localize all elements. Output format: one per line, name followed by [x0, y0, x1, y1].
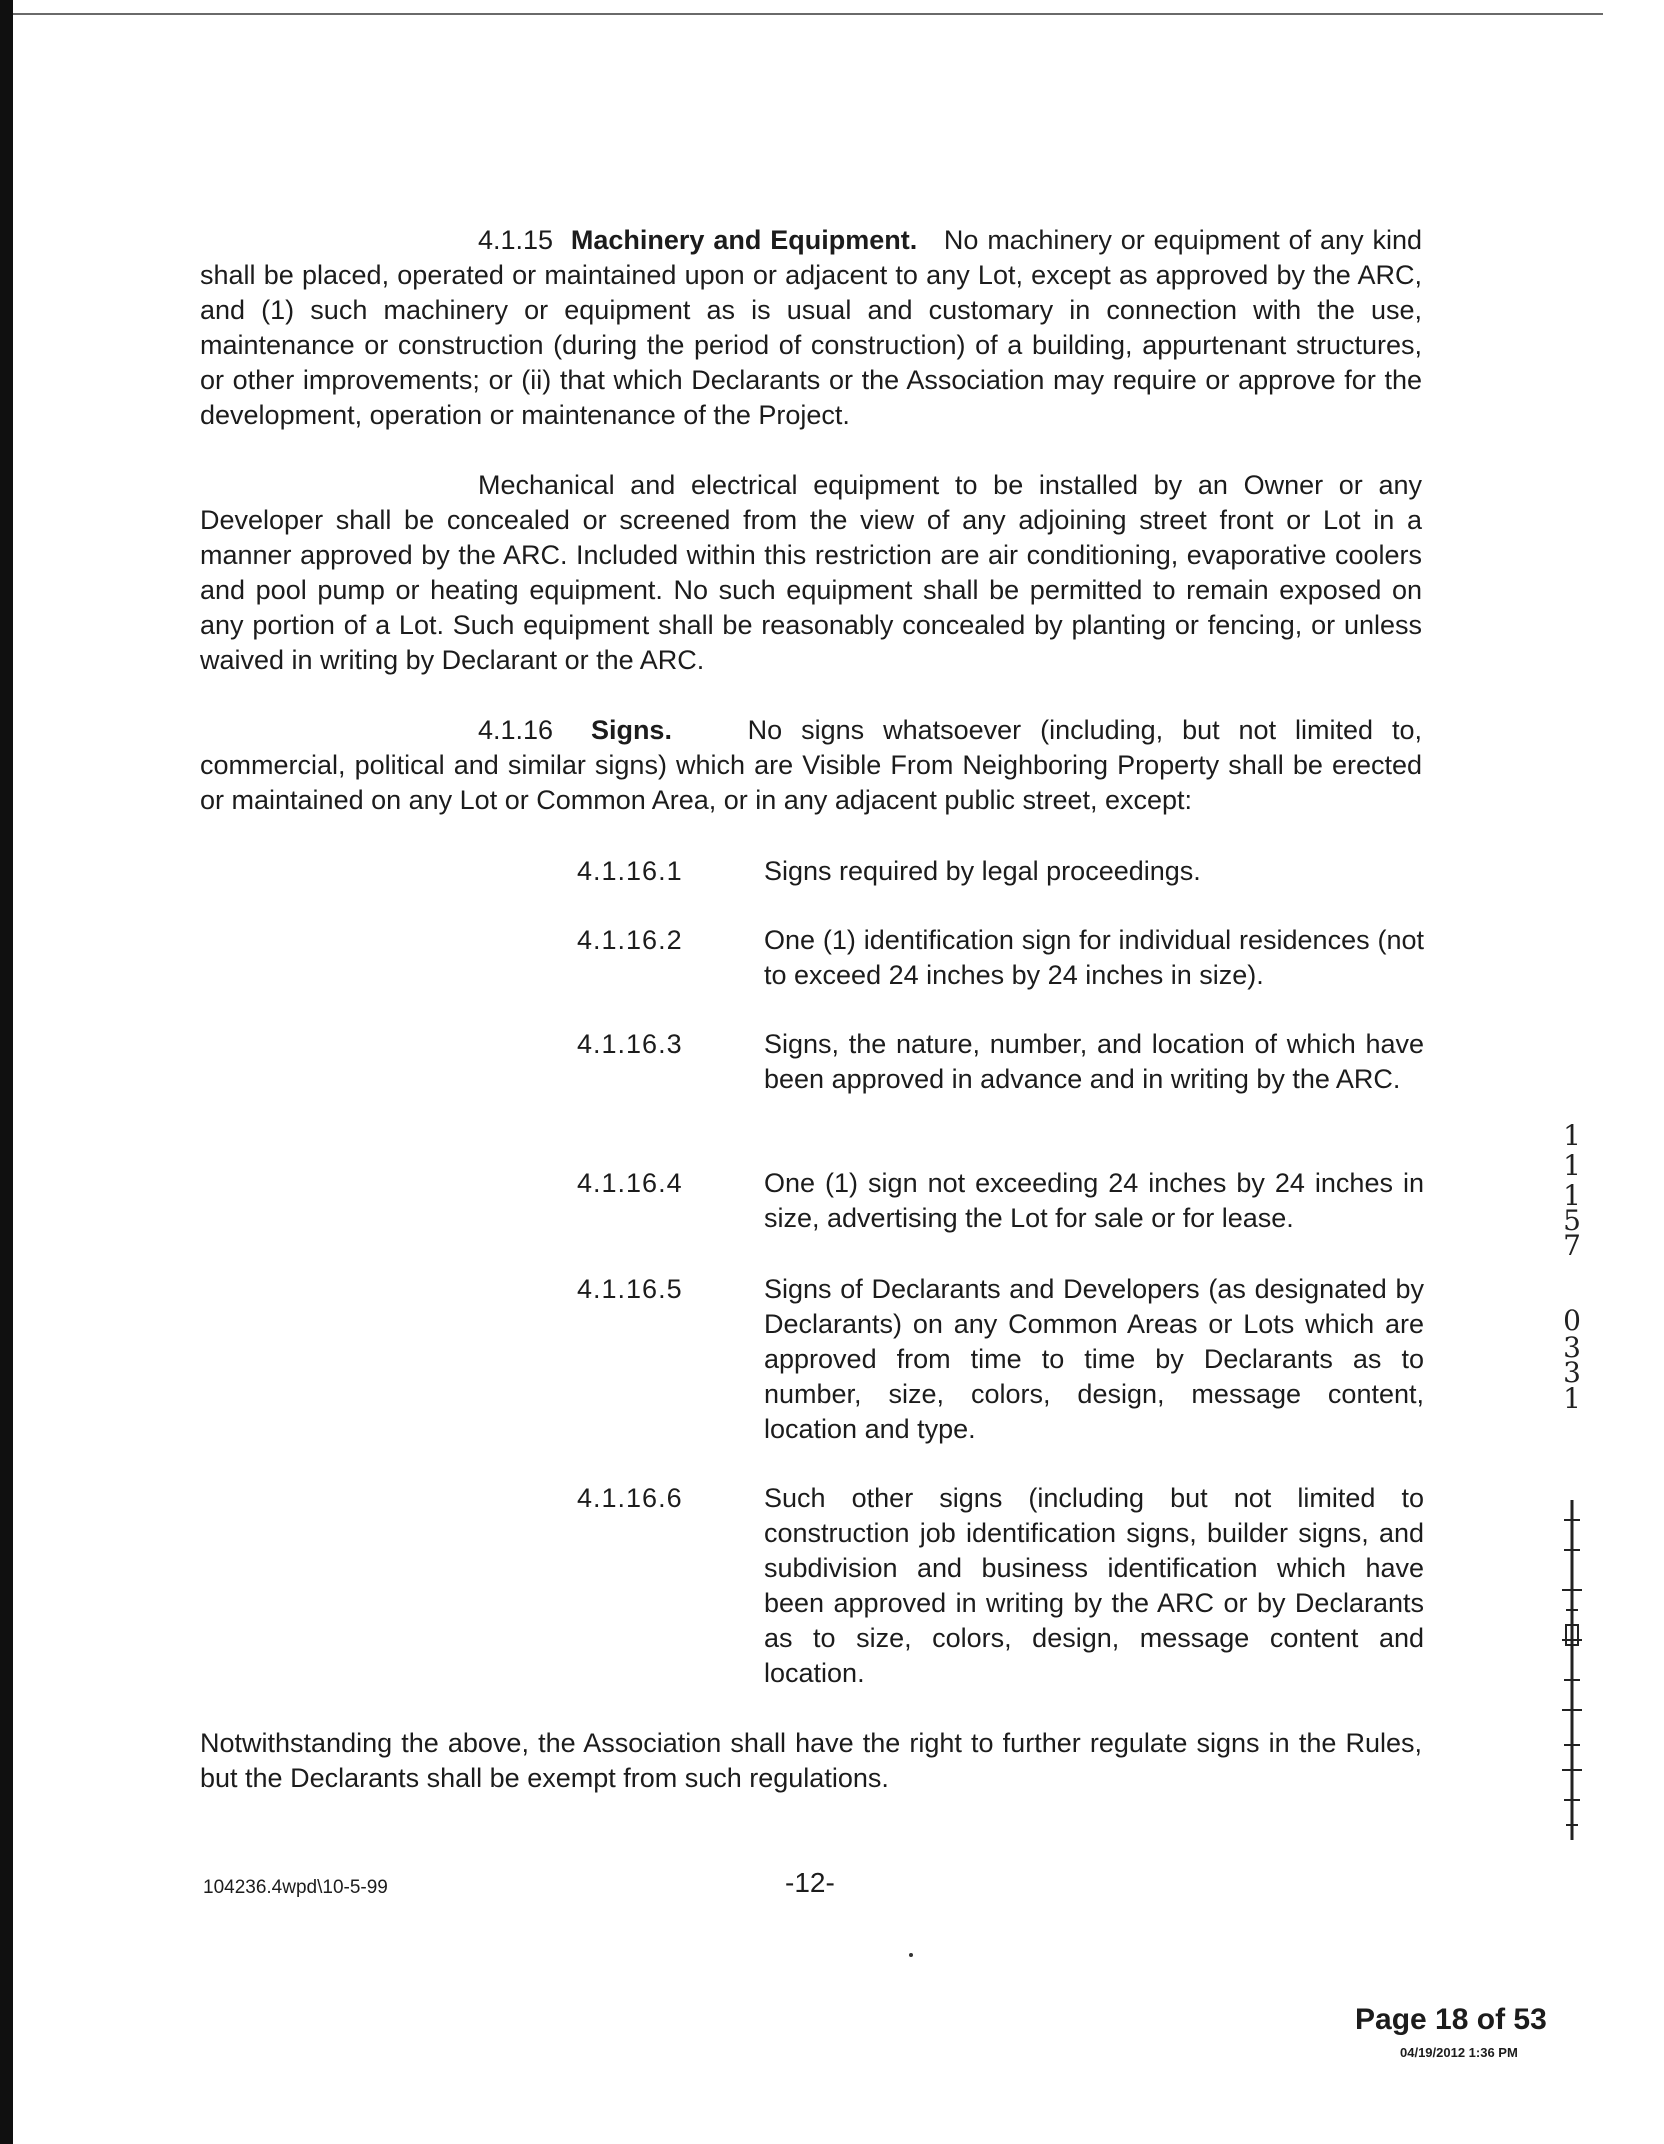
svg-text:7: 7 — [1563, 1229, 1581, 1262]
svg-text:3: 3 — [1563, 1331, 1581, 1364]
recorder-datetime: 04/19/2012 1:36 PM — [1400, 2045, 1518, 2060]
svg-text:1: 1 — [1563, 1382, 1581, 1415]
section-number: 4.1.15 — [478, 225, 554, 255]
section-4-1-15-paragraph — [200, 223, 1422, 433]
section-4-1-16-paragraph — [200, 713, 1422, 818]
item-number: 4.1.16.5 — [577, 1274, 683, 1304]
paragraph-body: Mechanical and electrical equipment to be installed by an Owner or any Developer shall be concealed or screened from the view of any adjoining street front or Lot in a manner approved by the ARC. Included within this restriction are air conditioning, evaporative coolers and pool pump or heating equipment. No such equipment shall be permitted to remain exposed on any portion of a Lot. Such equipment shall be reasonably concealed by planting or fencing, or unless waived in writing by Declarant or the ARC. — [200, 470, 1422, 675]
item-number: 4.1.16.3 — [577, 1029, 683, 1059]
section-body: No signs whatsoever (including, but not limited to, commercial, political and similar signs) which are Visible From Neighboring Property shall be erected or maintained on any Lot or Common Area, or in any adjacent public street, except: — [200, 715, 1422, 815]
scan-speck — [909, 1953, 913, 1957]
svg-text:0: 0 — [1563, 1304, 1581, 1337]
item-number: 4.1.16.2 — [577, 925, 683, 955]
svg-text:1: 1 — [1563, 1120, 1581, 1152]
item-number: 4.1.16.4 — [577, 1168, 683, 1198]
svg-text:1: 1 — [1563, 1179, 1581, 1212]
section-heading: Machinery and Equipment. — [570, 225, 918, 255]
item-text: Such other signs (including but not limited to construction job identification signs, builder signs, and subdivision and business identification which have been approved in writing by the ARC or by Declarants as to size, colors, design, message content and location. — [764, 1483, 1424, 1688]
recorder-page-label: Page 18 of 53 — [1355, 2003, 1547, 2036]
page-number: -12- — [785, 1867, 835, 1898]
item-text: Signs required by legal proceedings. — [764, 856, 1201, 886]
item-text: Signs, the nature, number, and location of which have been approved in advance and in writing by the ARC. — [764, 1029, 1424, 1094]
svg-text:3: 3 — [1563, 1356, 1581, 1389]
recording-number-barcode — [1552, 1120, 1602, 1850]
item-number: 4.1.16.1 — [577, 856, 683, 886]
item-text: Signs of Declarants and Developers (as designated by Declarants) on any Common Areas or Lots which are approved from time to time by Declarants as to number, size, colors, design, message content, location and type. — [764, 1274, 1424, 1444]
item-text: One (1) sign not exceeding 24 inches by 24 inches in size, advertising the Lot for sale or for lease. — [764, 1168, 1424, 1233]
scan-edge-left — [0, 0, 13, 2144]
file-reference: 104236.4wpd\10-5-99 — [203, 1877, 388, 1898]
item-number: 4.1.16.6 — [577, 1483, 683, 1513]
item-text: One (1) identification sign for individual residences (not to exceed 24 inches by 24 inches in size). — [764, 925, 1424, 990]
svg-text:1: 1 — [1563, 1149, 1581, 1182]
closing-paragraph: Notwithstanding the above, the Association shall have the right to further regulate signs in the Rules, but the Declarants shall be exempt from such regulations. — [200, 1728, 1422, 1793]
scan-edge-top — [13, 13, 1603, 15]
equipment-screening-paragraph — [200, 468, 1422, 678]
svg-text:5: 5 — [1563, 1204, 1581, 1237]
section-number: 4.1.16 — [478, 715, 554, 745]
section-body: No machinery or equipment of any kind shall be placed, operated or maintained upon or adjacent to any Lot, except as approved by the ARC, and (1) such machinery or equipment as is usual and customary in connection with the use, maintenance or construction (during the period of construction) of a building, appurtenant structures, or other improvements; or (ii) that which Declarants or the Association may require or approve for the development, operation or maintenance of the Project. — [200, 225, 1422, 430]
section-heading: Signs. — [590, 715, 672, 745]
